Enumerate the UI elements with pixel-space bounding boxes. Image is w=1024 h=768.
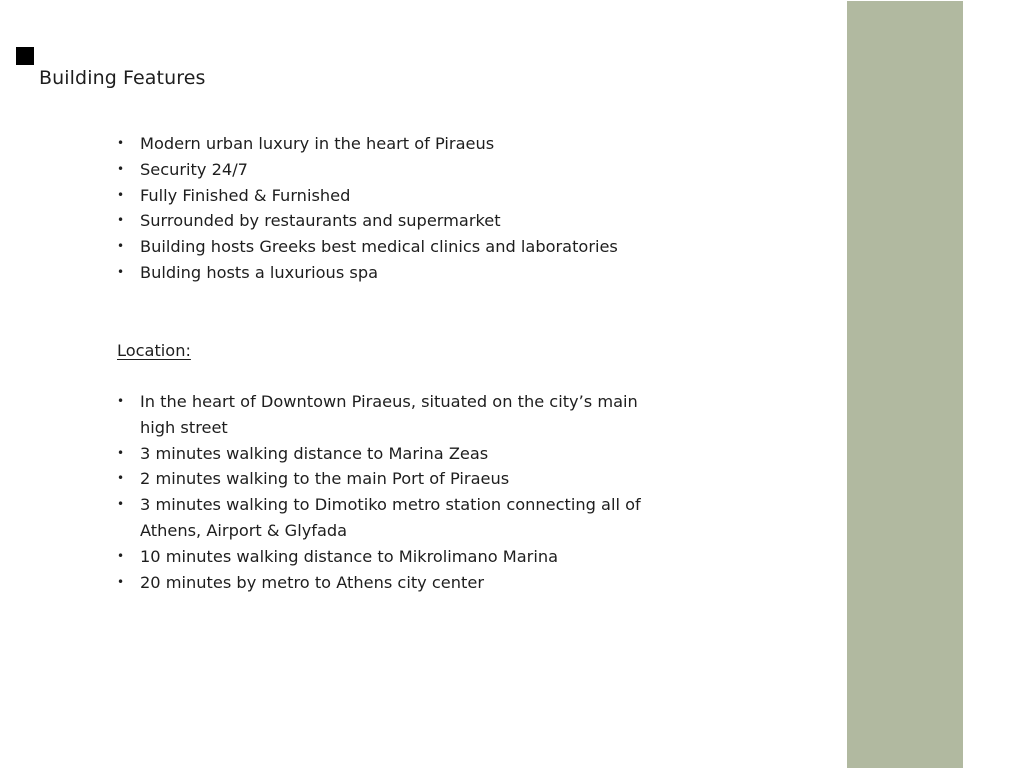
bullet-icon: • <box>117 548 125 563</box>
feature-text: Security 24/7 <box>140 159 248 179</box>
decorative-side-band <box>847 1 963 768</box>
list-item <box>117 544 647 570</box>
feature-text: Surrounded by restaurants and supermarket <box>140 211 501 231</box>
list-item <box>117 389 647 441</box>
bullet-icon: • <box>117 136 125 150</box>
bullet-icon: • <box>117 239 125 254</box>
location-text: In the heart of Downtown Piraeus, situated on the city’s main high street <box>140 392 638 437</box>
list-item <box>117 234 647 260</box>
bullet-icon: • <box>117 161 125 176</box>
bullet-icon: • <box>117 187 125 202</box>
feature-text: Fully Finished & Furnished <box>140 185 351 205</box>
list-item <box>117 466 647 492</box>
bullet-icon: • <box>117 574 125 589</box>
location-text: 2 minutes walking to the main Port of Piraeus <box>140 469 510 489</box>
list-item <box>117 260 647 286</box>
list-item <box>117 570 647 596</box>
location-text: 3 minutes walking to Dimotiko metro station connecting all of Athens, Airport & Glyfada <box>140 495 641 540</box>
list-item <box>117 492 647 544</box>
bullet-icon: • <box>117 497 125 512</box>
list-item <box>117 131 647 157</box>
list-item <box>117 441 647 467</box>
location-text: 3 minutes walking distance to Marina Zeas <box>140 443 489 463</box>
location-text: 10 minutes walking distance to Mikrolimano Marina <box>140 546 559 566</box>
list-item <box>117 183 647 209</box>
section-title: Building Features <box>39 67 206 89</box>
location-heading: Location: <box>117 341 191 360</box>
bullet-icon: • <box>117 264 125 279</box>
bullet-icon: • <box>117 394 125 408</box>
bullet-icon: • <box>117 213 125 228</box>
section-marker-square <box>16 47 34 65</box>
location-text: 20 minutes by metro to Athens city center <box>140 572 484 592</box>
feature-text: Building hosts Greeks best medical clinics and laboratories <box>140 237 618 257</box>
bullet-icon: • <box>117 445 125 460</box>
features-list <box>117 131 647 286</box>
feature-text: Modern urban luxury in the heart of Piraeus <box>140 134 495 153</box>
list-item <box>117 208 647 234</box>
bullet-icon: • <box>117 471 125 486</box>
feature-text: Bulding hosts a luxurious spa <box>140 262 379 282</box>
location-list <box>117 389 647 595</box>
list-item <box>117 157 647 183</box>
